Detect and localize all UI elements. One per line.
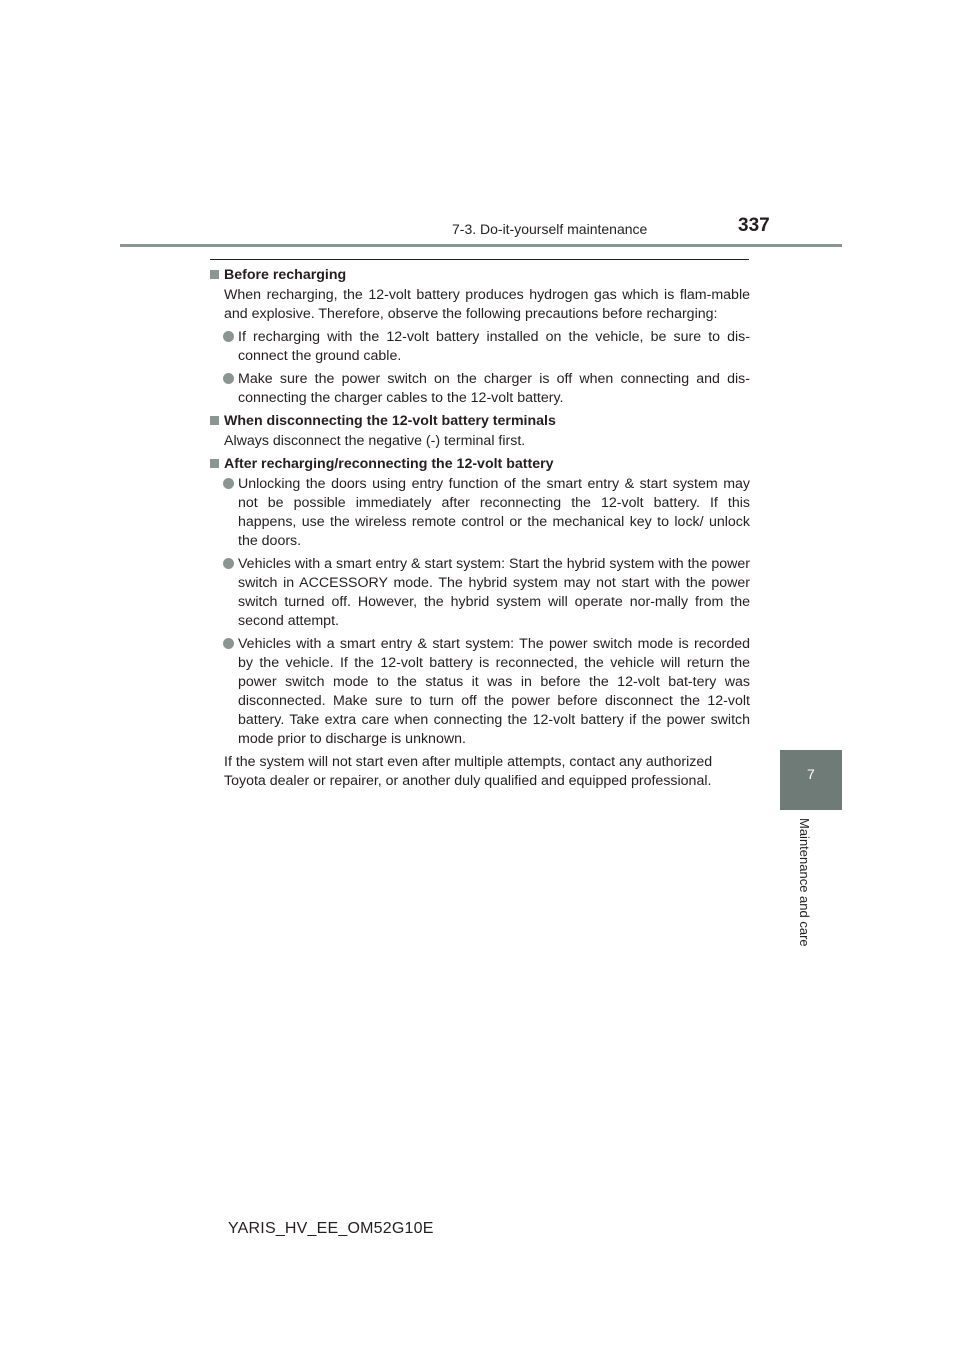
content-divider bbox=[210, 259, 749, 260]
before-recharging-intro: When recharging, the 12-volt battery produces hydrogen gas which is flam-mable and explosive. Therefore, observe the following precautions before recharging: bbox=[224, 287, 750, 322]
after-recharging-closing: If the system will not start even after multiple attempts, contact any authorized Toyota dealer or repairer, or another duly qualified and equipped professional. bbox=[224, 754, 713, 789]
heading-disconnecting: When disconnecting the 12-volt battery terminals bbox=[210, 412, 750, 431]
circle-bullet-icon bbox=[223, 558, 234, 569]
bullet-item: If recharging with the 12-volt battery installed on the vehicle, be sure to dis-connect the ground cable. bbox=[238, 328, 750, 366]
page-content bbox=[210, 266, 750, 791]
circle-bullet-icon bbox=[223, 331, 234, 342]
bullet-item: Vehicles with a smart entry & start system: Start the hybrid system with the power switch in ACCESSORY mode. The hybrid system may not start with the power switch turned off. However, the hybrid system will operate nor-mally from the second attempt. bbox=[238, 555, 750, 631]
bullet-item: Unlocking the doors using entry function of the smart entry & start system may not be possible immediately after reconnecting the 12-volt battery. If this happens, use the wireless remote control or the mechanical key to lock/ unlock the doors. bbox=[238, 475, 750, 551]
heading-before-recharging: Before recharging bbox=[210, 266, 750, 285]
manual-code: YARIS_HV_EE_OM52G10E bbox=[228, 1220, 434, 1237]
disconnecting-text: Always disconnect the negative (-) terminal first. bbox=[224, 433, 526, 449]
chapter-label: Maintenance and care bbox=[797, 818, 812, 947]
square-bullet-icon bbox=[210, 459, 219, 468]
bullet-item: Vehicles with a smart entry & start system: The power switch mode is recorded by the vehicle. If the 12-volt battery is reconnected, the vehicle will return the power switch mode to the status it was in before the 12-volt bat-tery was disconnected. Make sure to turn off the power before disconnect the 12-volt battery. Take extra care when connecting the 12-volt battery if the power switch mode prior to discharge is unknown. bbox=[238, 635, 750, 749]
heading-after-recharging: After recharging/reconnecting the 12-volt battery bbox=[210, 455, 750, 474]
header-divider bbox=[120, 244, 842, 247]
chapter-tab[interactable] bbox=[780, 750, 842, 810]
circle-bullet-icon bbox=[223, 373, 234, 384]
square-bullet-icon bbox=[210, 416, 219, 425]
circle-bullet-icon bbox=[223, 638, 234, 649]
page-number: 337 bbox=[738, 215, 770, 236]
square-bullet-icon bbox=[210, 270, 219, 279]
section-title: 7-3. Do-it-yourself maintenance bbox=[452, 221, 648, 237]
chapter-number: 7 bbox=[807, 766, 815, 782]
bullet-item: Make sure the power switch on the charger is off when connecting and dis-connecting the charger cables to the 12-volt battery. bbox=[238, 370, 750, 408]
circle-bullet-icon bbox=[223, 478, 234, 489]
